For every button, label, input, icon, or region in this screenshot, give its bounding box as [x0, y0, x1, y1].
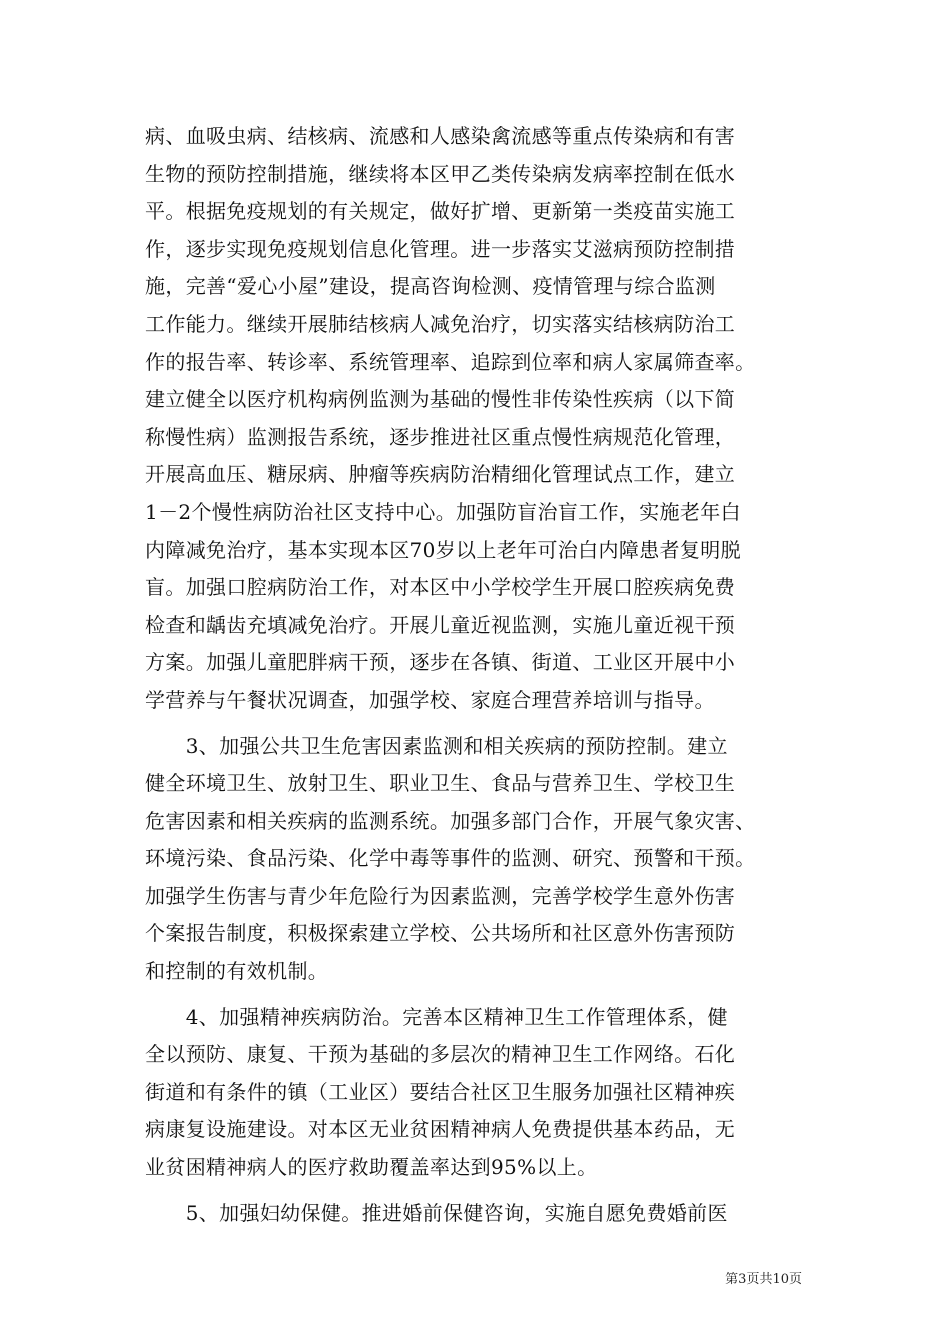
- text-line: 学营养与午餐状况调查，加强学校、家庭合理营养培训与指导。: [145, 687, 715, 712]
- text-line: 生物的预防控制措施，继续将本区甲乙类传染病发病率控制在低水: [145, 161, 736, 186]
- text-line: 个案报告制度，积极探索建立学校、公共场所和社区意外伤害预防: [145, 921, 736, 946]
- text-line: 检查和龋齿充填减免治疗。开展儿童近视监测，实施儿童近视干预: [145, 612, 736, 637]
- text-line: 病康复设施建设。对本区无业贫困精神病人免费提供基本药品，无: [145, 1117, 736, 1142]
- text-line: 平。根据免疫规划的有关规定，做好扩增、更新第一类疫苗实施工: [145, 199, 736, 224]
- text-line: 和控制的有效机制。: [145, 959, 329, 984]
- text-line: 盲。加强口腔病防治工作，对本区中小学校学生开展口腔疾病免费: [145, 575, 736, 600]
- text-line: 加强学生伤害与青少年危险行为因素监测，完善学校学生意外伤害: [145, 883, 736, 908]
- text-line: 方案。加强儿童肥胖病干预，逐步在各镇、街道、工业区开展中小: [145, 650, 736, 675]
- text-line: 开展高血压、糖尿病、肿瘤等疾病防治精细化管理试点工作，建立: [145, 462, 736, 487]
- document-body: [145, 118, 813, 1232]
- paragraph-gap: [145, 720, 813, 728]
- text-line: 1－2个慢性病防治社区支持中心。加强防盲治盲工作，实施老年白: [145, 499, 741, 524]
- paragraph-gap: [145, 1187, 813, 1195]
- text-line: 病、血吸虫病、结核病、流感和人感染禽流感等重点传染病和有害: [145, 124, 736, 148]
- paragraph-gap: [145, 991, 813, 999]
- text-line: 业贫困精神病人的医疗救助覆盖率达到95%以上。: [145, 1155, 598, 1180]
- paragraph-heading-line: 4、加强精神疾病防治。完善本区精神卫生工作管理体系，健: [145, 1004, 728, 1029]
- text-line: 工作能力。继续开展肺结核病人减免治疗，切实落实结核病防治工: [145, 311, 736, 336]
- text-line: 危害因素和相关疾病的监测系统。加强多部门合作，开展气象灾害、: [145, 808, 756, 833]
- text-line: 建立健全以医疗机构病例监测为基础的慢性非传染性疾病（以下简: [145, 387, 736, 412]
- text-line: 作的报告率、转诊率、系统管理率、追踪到位率和病人家属筛查率。: [145, 349, 756, 374]
- text-line: 街道和有条件的镇（工业区）要结合社区卫生服务加强社区精神疾: [145, 1079, 736, 1104]
- text-line: 健全环境卫生、放射卫生、职业卫生、食品与营养卫生、学校卫生: [145, 771, 736, 796]
- text-line: 内障减免治疗，基本实现本区70岁以上老年可治白内障患者复明脱: [145, 537, 741, 562]
- text-line: 施，完善“爱心小屋”建设，提高咨询检测、疫情管理与综合监测: [145, 274, 716, 299]
- paragraph-heading-line: 3、加强公共卫生危害因素监测和相关疾病的预防控制。建立: [145, 733, 728, 758]
- text-line: 全以预防、康复、干预为基础的多层次的精神卫生工作网络。石化: [145, 1042, 736, 1067]
- paragraph-heading-line: 5、加强妇幼保健。推进婚前保健咨询，实施自愿免费婚前医: [145, 1200, 728, 1225]
- page-number: 第3页共10页: [725, 1272, 802, 1287]
- text-line: 作，逐步实现免疫规划信息化管理。进一步落实艾滋病预防控制措: [145, 236, 736, 261]
- text-line: 称慢性病）监测报告系统，逐步推进社区重点慢性病规范化管理，: [145, 424, 736, 449]
- text-line: 环境污染、食品污染、化学中毒等事件的监测、研究、预警和干预。: [145, 846, 756, 871]
